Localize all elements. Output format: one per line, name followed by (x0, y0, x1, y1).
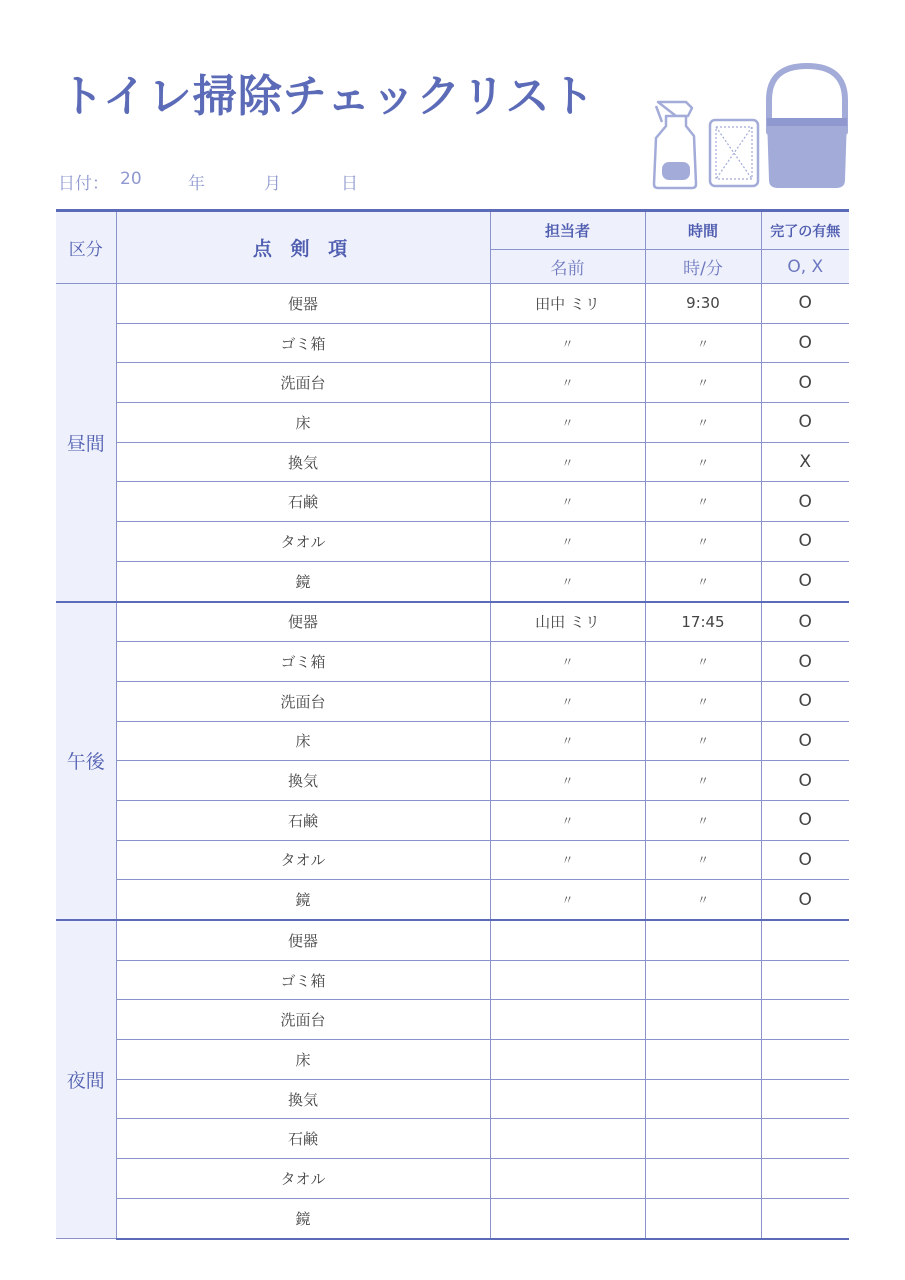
checklist-row (56, 920, 849, 960)
item-cell: タオル (116, 1159, 490, 1199)
person-cell: 田中 ミリ (490, 284, 645, 324)
person-cell: 〃 (490, 800, 645, 840)
checklist-row (56, 642, 849, 682)
done-cell: O (761, 561, 849, 601)
done-cell: O (761, 761, 849, 801)
time-cell (645, 960, 761, 1000)
done-cell (761, 1000, 849, 1040)
time-cell: 〃 (645, 482, 761, 522)
person-cell: 〃 (490, 761, 645, 801)
date-year-prefix: 20 (120, 169, 142, 189)
time-cell: 〃 (645, 403, 761, 443)
item-cell: 便器 (116, 284, 490, 324)
spray-bottle-icon (654, 102, 696, 188)
done-cell: O (761, 284, 849, 324)
done-cell (761, 1119, 849, 1159)
item-cell: 便器 (116, 602, 490, 642)
person-cell (490, 1000, 645, 1040)
checklist-row (56, 1198, 849, 1238)
time-cell (645, 1159, 761, 1199)
done-cell (761, 1079, 849, 1119)
done-cell (761, 960, 849, 1000)
time-cell: 17:45 (645, 602, 761, 642)
item-cell: 換気 (116, 1079, 490, 1119)
item-cell: 床 (116, 721, 490, 761)
item-cell: 便器 (116, 920, 490, 960)
person-cell (490, 1119, 645, 1159)
time-cell: 〃 (645, 761, 761, 801)
item-cell: 石鹸 (116, 1119, 490, 1159)
item-cell: 床 (116, 403, 490, 443)
time-cell: 〃 (645, 442, 761, 482)
person-cell: 〃 (490, 561, 645, 601)
done-cell: O (761, 363, 849, 403)
person-cell (490, 960, 645, 1000)
done-cell: O (761, 403, 849, 443)
checklist-row (56, 1119, 849, 1159)
person-cell: 〃 (490, 880, 645, 920)
done-cell: O (761, 323, 849, 363)
time-cell: 〃 (645, 681, 761, 721)
item-cell: 鏡 (116, 1198, 490, 1238)
header-time: 時間 (645, 211, 761, 250)
person-cell: 〃 (490, 642, 645, 682)
time-cell (645, 920, 761, 960)
header-done-sub: O, X (761, 250, 849, 284)
checklist-row (56, 522, 849, 562)
header-item: 点 剣 項 (116, 211, 490, 284)
page-title: トイレ掃除チェックリスト (60, 71, 596, 122)
checklist-row (56, 482, 849, 522)
item-cell: 洗面台 (116, 363, 490, 403)
time-cell: 9:30 (645, 284, 761, 324)
done-cell (761, 1198, 849, 1238)
person-cell: 〃 (490, 482, 645, 522)
checklist-row (56, 960, 849, 1000)
checklist-row (56, 561, 849, 601)
checklist-row (56, 721, 849, 761)
time-cell: 〃 (645, 880, 761, 920)
item-cell: タオル (116, 840, 490, 880)
date-year-label: 年 (188, 174, 205, 194)
item-cell: 鏡 (116, 561, 490, 601)
item-cell: タオル (116, 522, 490, 562)
item-cell: 床 (116, 1040, 490, 1080)
checklist-row (56, 403, 849, 443)
done-cell: O (761, 602, 849, 642)
person-cell: 〃 (490, 323, 645, 363)
item-cell: ゴミ箱 (116, 960, 490, 1000)
done-cell: O (761, 482, 849, 522)
checklist-row (56, 1079, 849, 1119)
item-cell: 洗面台 (116, 1000, 490, 1040)
bucket-icon (767, 66, 847, 188)
checklist-row (56, 681, 849, 721)
checklist-row (56, 1040, 849, 1080)
time-cell (645, 1040, 761, 1080)
time-cell: 〃 (645, 721, 761, 761)
time-cell: 〃 (645, 522, 761, 562)
time-cell (645, 1000, 761, 1040)
date-day-label: 日 (341, 174, 358, 194)
person-cell: 〃 (490, 840, 645, 880)
item-cell: 石鹸 (116, 482, 490, 522)
done-cell: O (761, 880, 849, 920)
person-cell: 〃 (490, 522, 645, 562)
cleaning-illustrations (648, 58, 858, 198)
done-cell: X (761, 442, 849, 482)
done-cell: O (761, 840, 849, 880)
item-cell: 洗面台 (116, 681, 490, 721)
person-cell (490, 920, 645, 960)
done-cell: O (761, 522, 849, 562)
done-cell (761, 920, 849, 960)
checklist-row (56, 602, 849, 642)
person-cell: 〃 (490, 363, 645, 403)
person-cell: 〃 (490, 721, 645, 761)
done-cell: O (761, 800, 849, 840)
checklist-row (56, 363, 849, 403)
done-cell: O (761, 642, 849, 682)
category-cell: 昼間 (56, 284, 116, 602)
time-cell (645, 1079, 761, 1119)
time-cell: 〃 (645, 363, 761, 403)
checklist-row (56, 880, 849, 920)
person-cell (490, 1040, 645, 1080)
time-cell (645, 1198, 761, 1238)
done-cell: O (761, 721, 849, 761)
checklist-row (56, 840, 849, 880)
item-cell: 鏡 (116, 880, 490, 920)
time-cell: 〃 (645, 561, 761, 601)
header-person: 担当者 (490, 211, 645, 250)
person-cell: 〃 (490, 403, 645, 443)
item-cell: ゴミ箱 (116, 323, 490, 363)
checklist-row (56, 1159, 849, 1199)
header-category: 区分 (56, 211, 116, 284)
checklist-table (56, 209, 849, 1240)
time-cell: 〃 (645, 800, 761, 840)
item-cell: ゴミ箱 (116, 642, 490, 682)
person-cell: 〃 (490, 442, 645, 482)
checklist-row (56, 1000, 849, 1040)
header-time-sub: 時/分 (645, 250, 761, 284)
person-cell (490, 1159, 645, 1199)
header-done: 完了の有無 (761, 211, 849, 250)
time-cell (645, 1119, 761, 1159)
category-cell: 夜間 (56, 920, 116, 1239)
done-cell (761, 1159, 849, 1199)
time-cell: 〃 (645, 642, 761, 682)
person-cell (490, 1079, 645, 1119)
item-cell: 換気 (116, 442, 490, 482)
item-cell: 石鹸 (116, 800, 490, 840)
date-month-label: 月 (264, 174, 281, 194)
checklist-row (56, 323, 849, 363)
checklist-row (56, 284, 849, 324)
item-cell: 換気 (116, 761, 490, 801)
person-cell: 〃 (490, 681, 645, 721)
checklist-row (56, 800, 849, 840)
cleaning-cloth-icon (710, 120, 758, 186)
checklist-body (56, 284, 849, 1239)
header-person-sub: 名前 (490, 250, 645, 284)
done-cell: O (761, 681, 849, 721)
person-cell (490, 1198, 645, 1238)
done-cell (761, 1040, 849, 1080)
person-cell: 山田 ミリ (490, 602, 645, 642)
checklist-row (56, 761, 849, 801)
checklist-row (56, 442, 849, 482)
time-cell: 〃 (645, 840, 761, 880)
date-label: 日付： (58, 174, 109, 194)
category-cell: 午後 (56, 602, 116, 921)
time-cell: 〃 (645, 323, 761, 363)
cleaning-supplies-svg (648, 58, 858, 198)
